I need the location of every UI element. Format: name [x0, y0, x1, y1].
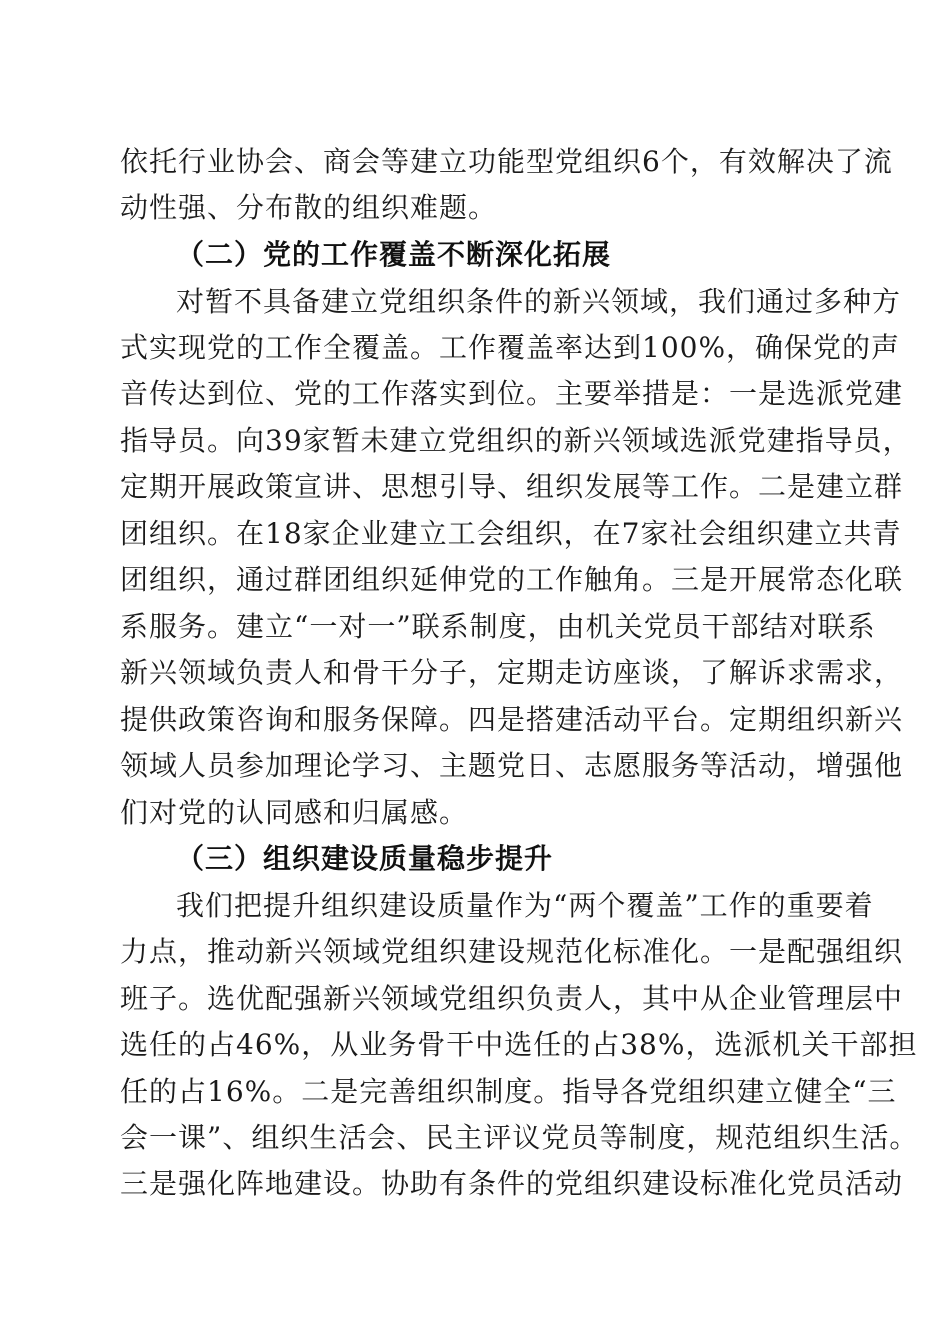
paragraph-line: 音传达到位、党的工作落实到位。主要举措是：一是选派党建 — [120, 377, 904, 410]
paragraph-line: 团组织，通过群团组织延伸党的工作触角。三是开展常态化联 — [120, 563, 904, 596]
paragraph-line: 会一课”、组织生活会、民主评议党员等制度，规范组织生活。 — [120, 1121, 919, 1154]
paragraph-line: 我们把提升组织建设质量作为“两个覆盖”工作的重要着 — [176, 889, 874, 922]
paragraph-line: 们对党的认同感和归属感。 — [120, 796, 469, 829]
paragraph-line: 动性强、分布散的组织难题。 — [120, 191, 498, 224]
paragraph-line: 任的占16%。二是完善组织制度。指导各党组织建立健全“三 — [120, 1075, 897, 1108]
paragraph-line: 式实现党的工作全覆盖。工作覆盖率达到100%，确保党的声 — [120, 331, 901, 364]
section-heading-3: （三）组织建设质量稳步提升 — [176, 842, 554, 875]
paragraph-line: 提供政策咨询和服务保障。四是搭建活动平台。定期组织新兴 — [120, 703, 904, 736]
paragraph-line: 系服务。建立“一对一”联系制度，由机关党员干部结对联系 — [120, 610, 876, 643]
paragraph-line: 班子。选优配强新兴领域党组织负责人，其中从企业管理层中 — [120, 982, 904, 1015]
paragraph-line: 新兴领域负责人和骨干分子，定期走访座谈，了解诉求需求， — [120, 656, 904, 689]
paragraph-line: 三是强化阵地建设。协助有条件的党组织建设标准化党员活动 — [120, 1167, 904, 1200]
section-heading-2: （二）党的工作覆盖不断深化拓展 — [176, 238, 612, 271]
paragraph-line: 定期开展政策宣讲、思想引导、组织发展等工作。二是建立群 — [120, 470, 904, 503]
paragraph-line: 指导员。向39家暂未建立党组织的新兴领域选派党建指导员， — [120, 424, 912, 457]
paragraph-line: 领域人员参加理论学习、主题党日、志愿服务等活动，增强他 — [120, 749, 904, 782]
paragraph-line: 选任的占46%，从业务骨干中选任的占38%，选派机关干部担 — [120, 1028, 918, 1061]
paragraph-line: 依托行业协会、商会等建立功能型党组织6个，有效解决了流 — [120, 145, 893, 178]
paragraph-line: 对暂不具备建立党组织条件的新兴领域，我们通过多种方 — [176, 285, 902, 318]
paragraph-line: 团组织。在18家企业建立工会组织，在7家社会组织建立共青 — [120, 517, 902, 550]
paragraph-line: 力点，推动新兴领域党组织建设规范化标准化。一是配强组织 — [120, 935, 904, 968]
